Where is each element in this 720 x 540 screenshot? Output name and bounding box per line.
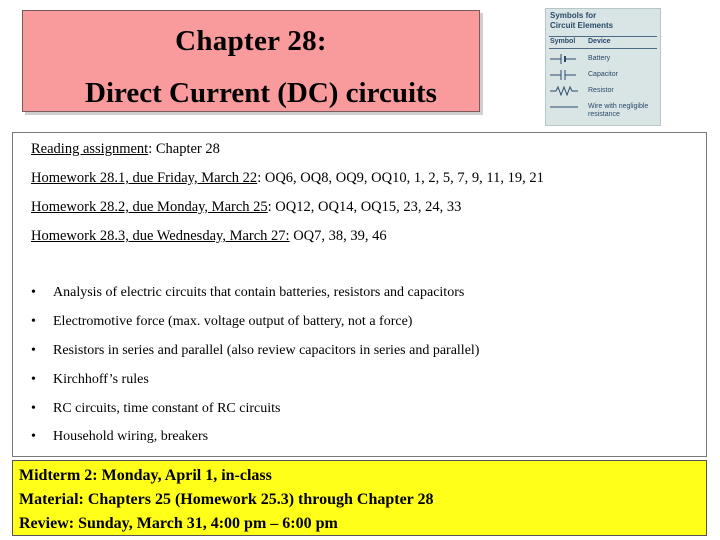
- battery-label: Battery: [588, 55, 611, 62]
- symbol-row-battery: [546, 52, 660, 68]
- symbol-column-header: Symbol: [550, 38, 576, 45]
- bullet-icon: •: [31, 401, 36, 416]
- topic-text: Electromotive force (max. voltage output of battery, not a force): [53, 314, 413, 329]
- reading-assignment-label: Reading assignment: [31, 141, 149, 157]
- topic-list-item: [31, 429, 208, 445]
- midterm-date: Midterm 2: Monday, April 1, in-class: [19, 467, 272, 484]
- homework-28-1: [31, 170, 544, 187]
- midterm-material: Material: Chapters 25 (Homework 25.3) through Chapter 28: [19, 491, 434, 508]
- symbols-table-header: [549, 36, 657, 49]
- homework-28-2-label: Homework 28.2, due Monday, March 25: [31, 199, 268, 215]
- homework-28-1-problems: : OQ6, OQ8, OQ9, OQ10, 1, 2, 5, 7, 9, 11, 19, 21: [257, 170, 544, 186]
- homework-28-3-problems: OQ7, 38, 39, 46: [289, 228, 387, 244]
- assignment-box: [12, 132, 707, 457]
- reading-assignment-separator: :: [148, 141, 153, 157]
- capacitor-label: Capacitor: [588, 71, 618, 78]
- wire-label: Wire with negligible resistance: [588, 103, 649, 118]
- topic-list-item: [31, 343, 479, 359]
- bullet-icon: •: [31, 372, 36, 387]
- homework-28-3-label: Homework 28.3, due Wednesday, March 27:: [31, 228, 290, 244]
- symbols-title-line2: Circuit Elements: [550, 21, 614, 30]
- reading-assignment: [31, 141, 220, 158]
- slide-title: Chapter 28:: [175, 25, 327, 57]
- battery-symbol-icon: [550, 52, 580, 66]
- slide-subtitle: Direct Current (DC) circuits: [85, 77, 437, 109]
- topic-text: Household wiring, breakers: [53, 429, 209, 444]
- homework-28-1-label: Homework 28.1, due Friday, March 22: [31, 170, 258, 186]
- title-box: [22, 10, 480, 112]
- resistor-symbol-icon: [550, 84, 580, 98]
- bullet-icon: •: [31, 343, 36, 358]
- homework-28-2-problems: : OQ12, OQ14, OQ15, 23, 24, 33: [267, 199, 462, 215]
- midterm-notice: [12, 460, 707, 536]
- topic-text: RC circuits, time constant of RC circuits: [53, 401, 281, 416]
- device-column-header: Device: [588, 38, 611, 45]
- symbol-row-capacitor: [546, 68, 660, 84]
- circuit-symbols-table: [545, 8, 661, 126]
- symbol-row-resistor: [546, 84, 660, 100]
- midterm-review: Review: Sunday, March 31, 4:00 pm – 6:00 pm: [19, 515, 338, 532]
- symbol-row-wire: [546, 100, 660, 122]
- topic-list-item: [31, 401, 280, 417]
- topic-list-item: [31, 372, 149, 388]
- topic-text: Resistors in series and parallel (also review capacitors in series and parallel): [53, 343, 480, 358]
- topic-list-item: [31, 285, 464, 301]
- topic-text: Analysis of electric circuits that contain batteries, resistors and capacitors: [53, 285, 465, 300]
- capacitor-symbol-icon: [550, 68, 580, 82]
- symbols-table-title: [550, 11, 613, 31]
- bullet-icon: •: [31, 429, 36, 444]
- bullet-icon: •: [31, 285, 36, 300]
- resistor-label: Resistor: [588, 87, 614, 94]
- wire-symbol-icon: [550, 100, 580, 114]
- reading-assignment-value: Chapter 28: [152, 141, 220, 157]
- homework-28-2: [31, 199, 461, 216]
- bullet-icon: •: [31, 314, 36, 329]
- symbols-title-line1: Symbols for: [550, 11, 597, 20]
- topic-list-item: [31, 314, 412, 330]
- homework-28-3: [31, 228, 387, 245]
- topic-text: Kirchhoff’s rules: [53, 372, 149, 387]
